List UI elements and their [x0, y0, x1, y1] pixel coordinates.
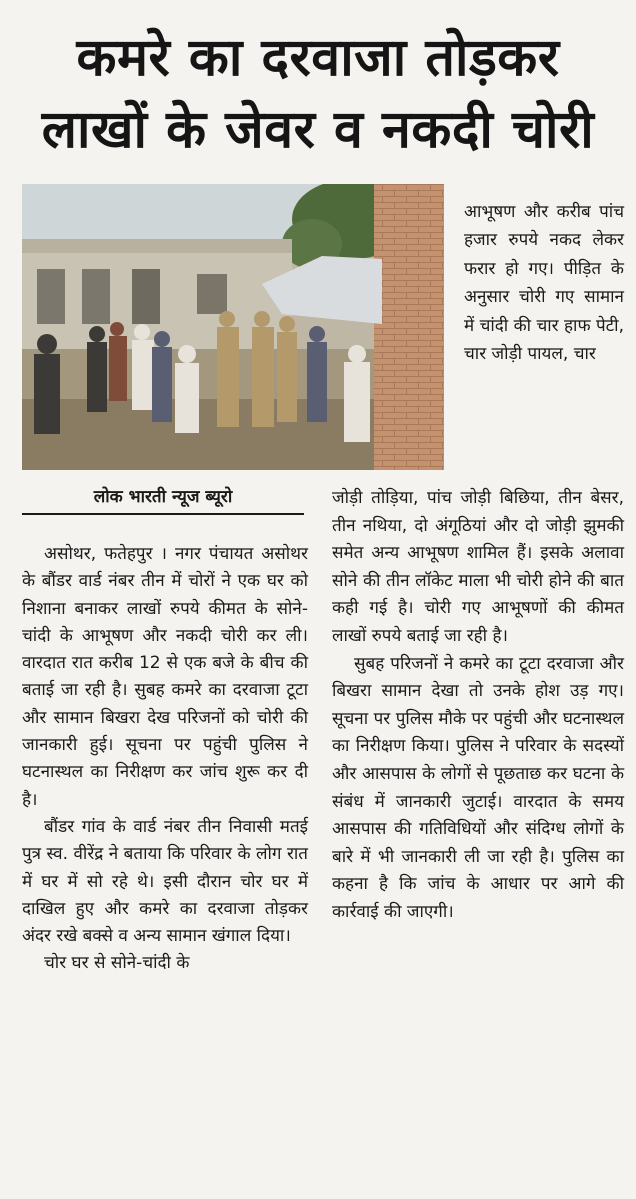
paragraph: असोथर, फतेहपुर । नगर पंचायत असोथर के बौंडर वार्ड नंबर तीन में चोरों ने एक घर को निशाना बनाकर लाखों रुपये कीमत के सोने-चांदी के आभूषण और नकदी चोरी कर ली। वारदात रात करीब 12 से एक बजे के बीच की बताई जा रही है। सुबह कमरे का दरवाजा टूटा और सामान बिखरा देख परिजनों को चोरी की जानकारी हुई। सूचना पर पहुंची पुलिस ने घटनास्थल का निरीक्षण कर जांच शुरू कर दी है।: [22, 544, 308, 810]
paragraph: सुबह परिजनों ने कमरे का टूटा दरवाजा और बिखरा सामान देखा तो उनके होश उड़ गए। सूचना पर पुलिस मौके पर पहुंची और घटनास्थल का निरीक्षण किया। पुलिस ने परिवार के सदस्यों और आसपास के लोगों से पूछताछ कर घटना के संबंध में जानकारी जुटाई। वारदात के समय आसपास की गतिविधियों और संदिग्ध लोगों के बारे में भी जानकारी ली जा रही है। पुलिस का कहना है कि जांच के आधार पर आगे की कार्रवाई की जाएगी।: [332, 653, 624, 922]
paragraph: बौंडर गांव के वार्ड नंबर तीन निवासी मतई पुत्र स्व. वीरेंद्र ने बताया कि परिवार के लोग रात में घर में सो रहे थे। इसी दौरान चोर घर में दाखिल हुए और कमरे का दरवाजा तोड़कर अंदर रखे बक्से व अन्य सामान खंगाल दिया।: [22, 816, 308, 947]
article-column-left: [22, 541, 308, 978]
headline-line-2: लाखों के जेवर व नकदी चोरी: [41, 100, 595, 160]
paragraph: चोर घर से सोने-चांदी के: [44, 953, 190, 974]
news-photo: [22, 184, 444, 470]
byline: लोक भारती न्यूज ब्यूरो: [22, 484, 304, 515]
article-column-right-top: [464, 198, 624, 368]
headline: [10, 22, 626, 166]
paragraph: जोड़ी तोड़िया, पांच जोड़ी बिछिया, तीन बेसर, तीन नथिया, दो अंगूठियां और दो जोड़ी झुमकी समेत अन्य आभूषण शामिल हैं। इसके अलावा सोने की तीन लॉकेट माला भी चोरी होने की बात कही गई है। चोरी गए आभूषणों की कीमत लाखों रुपये बताई जा रही है।: [332, 488, 624, 646]
paragraph: आभूषण और करीब पांच हजार रुपये नकद लेकर फरार हो गए। पीड़ित के अनुसार चोरी गए सामान में चांदी की चार हाफ पेटी, चार जोड़ी पायल, चार: [464, 202, 624, 365]
headline-line-1: कमरे का दरवाजा तोड़कर: [76, 28, 560, 88]
article-column-right-bottom: [332, 485, 624, 927]
